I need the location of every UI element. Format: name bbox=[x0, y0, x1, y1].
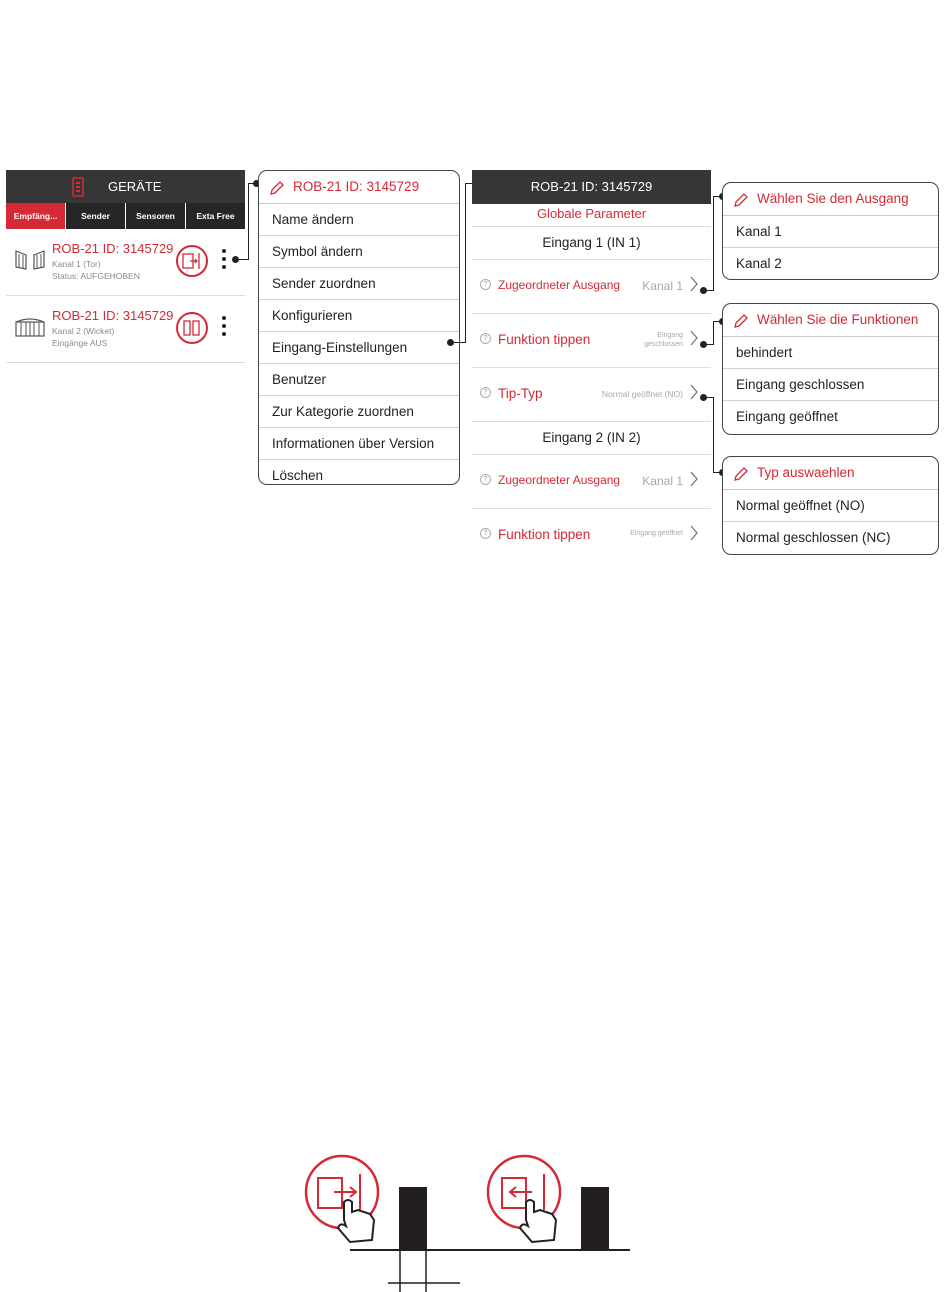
edit-icon bbox=[733, 466, 749, 482]
input-settings-panel bbox=[472, 170, 711, 548]
type-select-popup bbox=[722, 456, 939, 555]
section-input-2: Eingang 2 (IN 2) bbox=[472, 422, 711, 455]
pulse-diagram bbox=[300, 1150, 640, 1292]
help-icon[interactable]: ? bbox=[480, 528, 491, 539]
connector-dot bbox=[700, 287, 707, 294]
row-tip-function[interactable] bbox=[472, 509, 711, 548]
row-label: Zugeordneter Ausgang bbox=[498, 278, 621, 292]
devices-tabs bbox=[6, 203, 245, 229]
pulse-block bbox=[581, 1187, 609, 1250]
section-input-1: Eingang 1 (IN 1) bbox=[472, 227, 711, 260]
more-options-icon[interactable] bbox=[221, 249, 227, 273]
function-select-popup bbox=[722, 303, 939, 435]
devices-title: GERÄTE bbox=[108, 179, 162, 194]
tab-receivers[interactable]: Empfäng... bbox=[6, 203, 66, 229]
menu-item-version-info[interactable]: Informationen über Version bbox=[259, 428, 459, 460]
remote-icon bbox=[71, 176, 85, 198]
more-options-icon[interactable] bbox=[221, 316, 227, 340]
row-label: Tip-Typ bbox=[498, 386, 543, 401]
row-assigned-output[interactable] bbox=[472, 455, 711, 509]
popup-header bbox=[723, 457, 938, 490]
option-channel-1[interactable]: Kanal 1 bbox=[723, 216, 938, 248]
menu-item-configure[interactable]: Konfigurieren bbox=[259, 300, 459, 332]
menu-item-change-symbol[interactable]: Symbol ändern bbox=[259, 236, 459, 268]
menu-item-assign-transmitter[interactable]: Sender zuordnen bbox=[259, 268, 459, 300]
chevron-right-icon bbox=[689, 471, 699, 487]
settings-header: ROB-21 ID: 3145729 bbox=[472, 170, 711, 204]
tab-exta-free[interactable]: Exta Free bbox=[186, 203, 245, 229]
row-value: Normal geöffnet (NO) bbox=[601, 389, 683, 399]
option-disabled[interactable]: behindert bbox=[723, 337, 938, 369]
edit-icon bbox=[733, 192, 749, 208]
device-channel: Kanal 1 (Tor) bbox=[52, 259, 101, 269]
devices-panel bbox=[6, 170, 245, 362]
global-parameters-link[interactable]: Globale Parameter bbox=[472, 204, 711, 227]
device-name: ROB-21 ID: 3145729 bbox=[52, 241, 174, 256]
tab-sensors[interactable]: Sensoren bbox=[126, 203, 186, 229]
device-name: ROB-21 ID: 3145729 bbox=[52, 308, 174, 323]
pulse-block bbox=[399, 1187, 427, 1250]
menu-item-assign-category[interactable]: Zur Kategorie zuordnen bbox=[259, 396, 459, 428]
row-value: Eingang geöffnet bbox=[630, 530, 683, 537]
tap-gate-icon bbox=[306, 1156, 378, 1242]
device-row[interactable] bbox=[6, 296, 245, 363]
row-label: Zugeordneter Ausgang bbox=[498, 473, 621, 487]
tab-transmitters[interactable]: Sender bbox=[66, 203, 126, 229]
row-value: Kanal 1 bbox=[642, 474, 683, 488]
popup-title: Wählen Sie den Ausgang bbox=[757, 191, 909, 206]
menu-item-input-settings[interactable]: Eingang-Einstellungen bbox=[259, 332, 459, 364]
context-menu-header bbox=[259, 171, 459, 204]
context-menu-title: ROB-21 ID: 3145729 bbox=[293, 179, 420, 194]
help-icon[interactable]: ? bbox=[480, 474, 491, 485]
popup-title: Typ auswaehlen bbox=[757, 465, 855, 480]
chevron-right-icon bbox=[689, 330, 699, 346]
popup-header bbox=[723, 183, 938, 216]
device-status: Eingänge AUS bbox=[52, 338, 108, 348]
connector-dot bbox=[700, 394, 707, 401]
row-value: Kanal 1 bbox=[642, 279, 683, 293]
chevron-right-icon bbox=[689, 276, 699, 292]
device-action-button[interactable] bbox=[176, 312, 208, 344]
edit-icon bbox=[269, 180, 285, 196]
wicket-door-icon bbox=[178, 314, 206, 342]
output-select-popup bbox=[722, 182, 939, 280]
device-context-menu bbox=[258, 170, 460, 485]
row-assigned-output[interactable] bbox=[472, 260, 711, 314]
chevron-right-icon bbox=[689, 384, 699, 400]
row-label: Funktion tippen bbox=[498, 332, 591, 347]
device-action-button[interactable] bbox=[176, 245, 208, 277]
edit-icon bbox=[733, 313, 749, 329]
gate-icon bbox=[14, 247, 46, 271]
menu-item-rename[interactable]: Name ändern bbox=[259, 204, 459, 236]
tap-gate-icon bbox=[488, 1156, 560, 1242]
row-value: Eingang geschlossen bbox=[644, 332, 683, 348]
help-icon[interactable]: ? bbox=[480, 333, 491, 344]
device-row[interactable] bbox=[6, 229, 245, 296]
option-normally-closed[interactable]: Normal geschlossen (NC) bbox=[736, 530, 891, 545]
option-channel-2[interactable]: Kanal 2 bbox=[736, 256, 782, 271]
row-tip-function[interactable] bbox=[472, 314, 711, 368]
device-status: Status: AUFGEHOBEN bbox=[52, 271, 140, 281]
connector-dot bbox=[447, 339, 454, 346]
chevron-right-icon bbox=[689, 525, 699, 541]
help-icon[interactable]: ? bbox=[480, 387, 491, 398]
connector-dot bbox=[700, 341, 707, 348]
menu-item-users[interactable]: Benutzer bbox=[259, 364, 459, 396]
connector-dot bbox=[232, 256, 239, 263]
sliding-gate-icon bbox=[178, 247, 206, 275]
help-icon[interactable]: ? bbox=[480, 279, 491, 290]
menu-item-delete[interactable]: Löschen bbox=[272, 468, 324, 483]
option-input-closed[interactable]: Eingang geschlossen bbox=[723, 369, 938, 401]
row-tip-type[interactable] bbox=[472, 368, 711, 422]
wicket-icon bbox=[14, 314, 46, 338]
device-channel: Kanal 2 (Wicket) bbox=[52, 326, 115, 336]
devices-header bbox=[6, 170, 245, 203]
option-normally-open[interactable]: Normal geöffnet (NO) bbox=[723, 490, 938, 522]
popup-header bbox=[723, 304, 938, 337]
row-label: Funktion tippen bbox=[498, 527, 591, 542]
popup-title: Wählen Sie die Funktionen bbox=[757, 312, 919, 327]
option-input-open[interactable]: Eingang geöffnet bbox=[736, 409, 838, 424]
connector-line bbox=[248, 183, 257, 260]
